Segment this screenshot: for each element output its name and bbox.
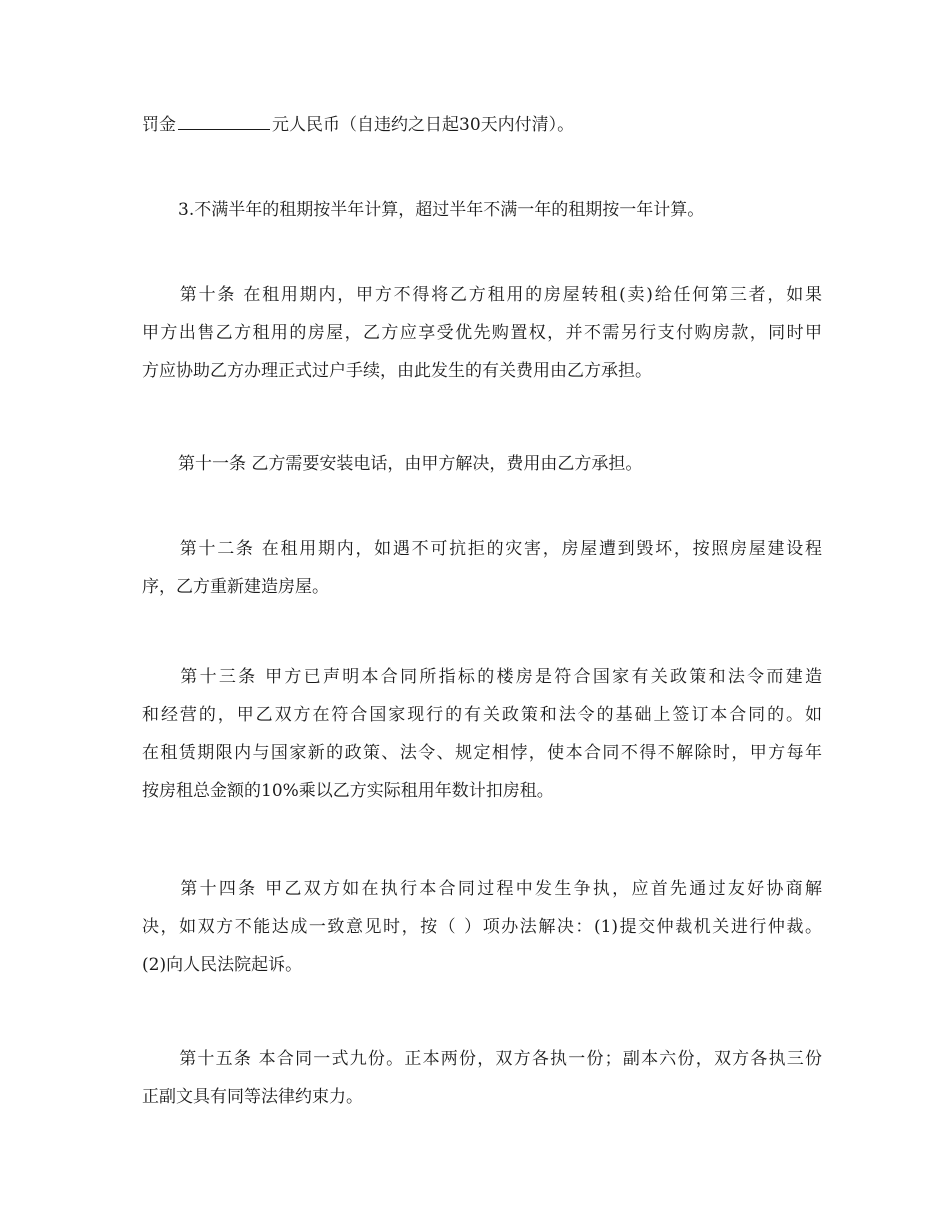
text-line: 序，乙方重新建造房屋。: [142, 577, 329, 597]
paragraph-rent-term: [142, 191, 822, 229]
text-line: 正副文具有同等法律约束力。: [142, 1087, 363, 1107]
text-line: 第十一条 乙方需要安装电话，由甲方解决，费用由乙方承担。: [178, 454, 643, 474]
text-line: 按房租总金额的10%乘以乙方实际租用年数计扣房租。: [142, 781, 554, 801]
text-line: 3.不满半年的租期按半年计算，超过半年不满一年的租期按一年计算。: [178, 200, 705, 220]
text-line: 和经营的，甲乙双方在符合国家现行的有关政策和法令的基础上签订本合同的。如: [142, 705, 822, 725]
text-line: 第十三条 甲方已声明本合同所指标的楼房是符合国家有关政策和法令而建造: [178, 667, 822, 687]
article-14: [142, 870, 822, 984]
article-15: [142, 1040, 822, 1116]
article-12: [142, 530, 822, 606]
text-line: 第十二条 在租用期内，如遇不可抗拒的灾害，房屋遭到毁坏，按照房屋建设程: [178, 539, 822, 559]
text-line: 第十四条 甲乙双方如在执行本合同过程中发生争执，应首先通过友好协商解: [178, 879, 822, 899]
fill-in-blank: [178, 111, 270, 130]
text-line: 在租赁期限内与国家新的政策、法令、规定相悖，使本合同不得不解除时，甲方每年: [142, 743, 822, 763]
text-line: 罚金 元人民币（自违约之日起30天内付清）。: [142, 106, 822, 144]
text-line: 第十条 在租用期内，甲方不得将乙方租用的房屋转租(卖)给任何第三者，如果: [178, 285, 822, 305]
article-13: [142, 658, 822, 810]
paragraph-penalty: [142, 106, 822, 144]
text-line: (2)向人民法院起诉。: [142, 955, 303, 975]
text-line: 第十五条 本合同一式九份。正本两份，双方各执一份；副本六份，双方各执三份: [178, 1049, 822, 1069]
text-line: 决，如双方不能达成一致意见时，按（ ）项办法解决：(1)提交仲裁机关进行仲裁。: [142, 917, 822, 937]
article-10: [142, 276, 822, 390]
text-line: 甲方出售乙方租用的房屋，乙方应享受优先购置权，并不需另行支付购房款，同时甲: [142, 323, 822, 343]
text-line: 方应协助乙方办理正式过户手续，由此发生的有关费用由乙方承担。: [142, 361, 652, 381]
article-11: [142, 445, 822, 483]
